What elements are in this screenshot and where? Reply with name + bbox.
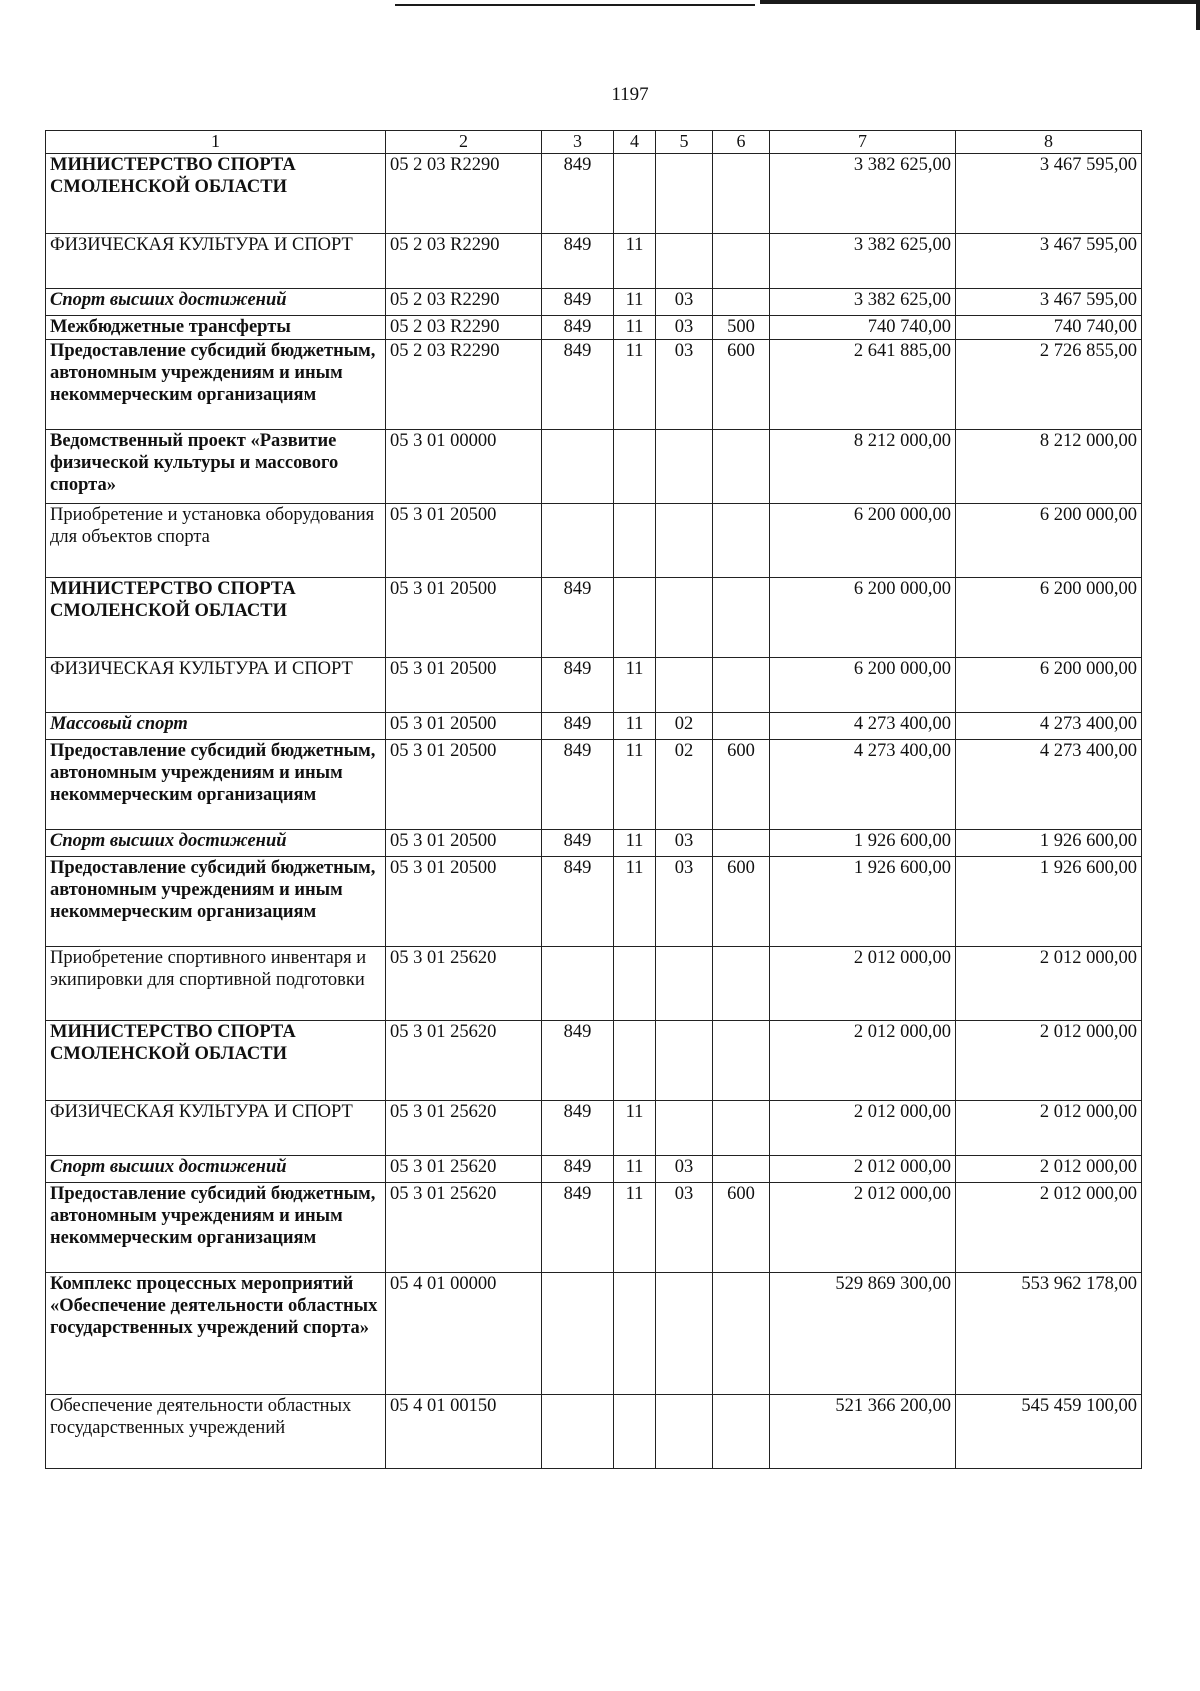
target-code: 05 2 03 R2290 bbox=[386, 340, 542, 430]
expense-type-code: 600 bbox=[713, 340, 770, 430]
table-row bbox=[46, 1183, 1142, 1273]
row-name: Спорт высших достижений bbox=[46, 1156, 386, 1183]
expense-type-code bbox=[713, 154, 770, 234]
amount-year-1: 2 012 000,00 bbox=[770, 1021, 956, 1101]
table-row bbox=[46, 740, 1142, 830]
section-code: 11 bbox=[614, 857, 656, 947]
section-code bbox=[614, 1021, 656, 1101]
expense-type-code bbox=[713, 504, 770, 578]
department-code: 849 bbox=[542, 154, 614, 234]
subsection-code: 03 bbox=[656, 1183, 713, 1273]
amount-year-1: 6 200 000,00 bbox=[770, 658, 956, 713]
row-name: Спорт высших достижений bbox=[46, 830, 386, 857]
section-code: 11 bbox=[614, 740, 656, 830]
target-code: 05 3 01 20500 bbox=[386, 857, 542, 947]
table-row bbox=[46, 340, 1142, 430]
expense-type-code: 500 bbox=[713, 316, 770, 340]
row-name: Приобретение и установка оборудования для объектов спорта bbox=[46, 504, 386, 578]
expense-type-code bbox=[713, 1395, 770, 1469]
amount-year-1: 8 212 000,00 bbox=[770, 430, 956, 504]
amount-year-2: 3 467 595,00 bbox=[956, 289, 1142, 316]
target-code: 05 4 01 00000 bbox=[386, 1273, 542, 1395]
amount-year-1: 1 926 600,00 bbox=[770, 830, 956, 857]
target-code: 05 2 03 R2290 bbox=[386, 154, 542, 234]
row-name: МИНИСТЕРСТВО СПОРТА СМОЛЕНСКОЙ ОБЛАСТИ bbox=[46, 154, 386, 234]
subsection-code: 03 bbox=[656, 289, 713, 316]
department-code bbox=[542, 430, 614, 504]
row-name: ФИЗИЧЕСКАЯ КУЛЬТУРА И СПОРТ bbox=[46, 234, 386, 289]
subsection-code bbox=[656, 1101, 713, 1156]
amount-year-1: 3 382 625,00 bbox=[770, 289, 956, 316]
amount-year-1: 2 012 000,00 bbox=[770, 1183, 956, 1273]
expense-type-code: 600 bbox=[713, 740, 770, 830]
amount-year-1: 6 200 000,00 bbox=[770, 504, 956, 578]
expense-type-code bbox=[713, 1156, 770, 1183]
amount-year-2: 4 273 400,00 bbox=[956, 713, 1142, 740]
amount-year-2: 1 926 600,00 bbox=[956, 830, 1142, 857]
table-row bbox=[46, 713, 1142, 740]
table-row bbox=[46, 289, 1142, 316]
subsection-code bbox=[656, 578, 713, 658]
subsection-code bbox=[656, 1395, 713, 1469]
row-name: ФИЗИЧЕСКАЯ КУЛЬТУРА И СПОРТ bbox=[46, 1101, 386, 1156]
department-code: 849 bbox=[542, 234, 614, 289]
department-code: 849 bbox=[542, 1021, 614, 1101]
section-code: 11 bbox=[614, 830, 656, 857]
column-header: 2 bbox=[386, 131, 542, 154]
department-code: 849 bbox=[542, 1183, 614, 1273]
subsection-code bbox=[656, 1021, 713, 1101]
subsection-code bbox=[656, 430, 713, 504]
column-header: 6 bbox=[713, 131, 770, 154]
table-row bbox=[46, 504, 1142, 578]
amount-year-1: 4 273 400,00 bbox=[770, 740, 956, 830]
department-code: 849 bbox=[542, 1101, 614, 1156]
section-code bbox=[614, 1273, 656, 1395]
amount-year-2: 740 740,00 bbox=[956, 316, 1142, 340]
department-code: 849 bbox=[542, 740, 614, 830]
section-code: 11 bbox=[614, 658, 656, 713]
target-code: 05 3 01 00000 bbox=[386, 430, 542, 504]
amount-year-1: 2 012 000,00 bbox=[770, 1101, 956, 1156]
target-code: 05 3 01 20500 bbox=[386, 740, 542, 830]
target-code: 05 3 01 20500 bbox=[386, 713, 542, 740]
amount-year-1: 4 273 400,00 bbox=[770, 713, 956, 740]
amount-year-2: 553 962 178,00 bbox=[956, 1273, 1142, 1395]
table-row bbox=[46, 1395, 1142, 1469]
amount-year-1: 2 012 000,00 bbox=[770, 1156, 956, 1183]
subsection-code: 02 bbox=[656, 713, 713, 740]
row-name: Ведомственный проект «Развитие физической культуры и массового спорта» bbox=[46, 430, 386, 504]
section-code bbox=[614, 947, 656, 1021]
amount-year-2: 2 012 000,00 bbox=[956, 947, 1142, 1021]
column-header: 1 bbox=[46, 131, 386, 154]
amount-year-2: 8 212 000,00 bbox=[956, 430, 1142, 504]
section-code bbox=[614, 1395, 656, 1469]
section-code: 11 bbox=[614, 713, 656, 740]
amount-year-2: 3 467 595,00 bbox=[956, 234, 1142, 289]
department-code: 849 bbox=[542, 658, 614, 713]
section-code: 11 bbox=[614, 289, 656, 316]
target-code: 05 3 01 25620 bbox=[386, 947, 542, 1021]
expense-type-code bbox=[713, 1021, 770, 1101]
subsection-code: 03 bbox=[656, 857, 713, 947]
amount-year-2: 4 273 400,00 bbox=[956, 740, 1142, 830]
department-code bbox=[542, 947, 614, 1021]
row-name: Предоставление субсидий бюджетным, автономным учреждениям и иным некоммерческим организациям bbox=[46, 1183, 386, 1273]
department-code: 849 bbox=[542, 316, 614, 340]
table-row bbox=[46, 1101, 1142, 1156]
expense-type-code bbox=[713, 830, 770, 857]
table-row bbox=[46, 857, 1142, 947]
subsection-code bbox=[656, 947, 713, 1021]
table-row bbox=[46, 430, 1142, 504]
table-row bbox=[46, 316, 1142, 340]
amount-year-2: 2 726 855,00 bbox=[956, 340, 1142, 430]
table-row bbox=[46, 578, 1142, 658]
row-name: Предоставление субсидий бюджетным, автономным учреждениям и иным некоммерческим организациям bbox=[46, 857, 386, 947]
column-header: 4 bbox=[614, 131, 656, 154]
target-code: 05 2 03 R2290 bbox=[386, 316, 542, 340]
row-name: Массовый спорт bbox=[46, 713, 386, 740]
row-name: ФИЗИЧЕСКАЯ КУЛЬТУРА И СПОРТ bbox=[46, 658, 386, 713]
target-code: 05 3 01 25620 bbox=[386, 1156, 542, 1183]
target-code: 05 2 03 R2290 bbox=[386, 289, 542, 316]
scan-mark-top-left bbox=[395, 4, 755, 6]
section-code: 11 bbox=[614, 1183, 656, 1273]
section-code: 11 bbox=[614, 316, 656, 340]
table-body bbox=[46, 131, 1142, 1469]
amount-year-1: 2 012 000,00 bbox=[770, 947, 956, 1021]
amount-year-1: 740 740,00 bbox=[770, 316, 956, 340]
amount-year-2: 2 012 000,00 bbox=[956, 1021, 1142, 1101]
expense-type-code bbox=[713, 1273, 770, 1395]
department-code: 849 bbox=[542, 857, 614, 947]
row-name: Приобретение спортивного инвентаря и экипировки для спортивной подготовки bbox=[46, 947, 386, 1021]
department-code bbox=[542, 1273, 614, 1395]
section-code bbox=[614, 154, 656, 234]
expense-type-code bbox=[713, 578, 770, 658]
expense-type-code bbox=[713, 234, 770, 289]
amount-year-2: 3 467 595,00 bbox=[956, 154, 1142, 234]
expense-type-code bbox=[713, 289, 770, 316]
expense-type-code: 600 bbox=[713, 857, 770, 947]
table-row bbox=[46, 658, 1142, 713]
amount-year-1: 3 382 625,00 bbox=[770, 234, 956, 289]
section-code: 11 bbox=[614, 340, 656, 430]
subsection-code: 03 bbox=[656, 830, 713, 857]
section-code bbox=[614, 430, 656, 504]
subsection-code: 03 bbox=[656, 316, 713, 340]
expense-type-code bbox=[713, 658, 770, 713]
target-code: 05 3 01 20500 bbox=[386, 658, 542, 713]
table-row bbox=[46, 1156, 1142, 1183]
target-code: 05 3 01 20500 bbox=[386, 504, 542, 578]
amount-year-2: 2 012 000,00 bbox=[956, 1156, 1142, 1183]
expense-type-code bbox=[713, 713, 770, 740]
column-header: 5 bbox=[656, 131, 713, 154]
section-code bbox=[614, 504, 656, 578]
target-code: 05 3 01 25620 bbox=[386, 1101, 542, 1156]
expense-type-code: 600 bbox=[713, 1183, 770, 1273]
table-row bbox=[46, 234, 1142, 289]
scan-mark-right-edge bbox=[1196, 0, 1200, 30]
row-name: МИНИСТЕРСТВО СПОРТА СМОЛЕНСКОЙ ОБЛАСТИ bbox=[46, 1021, 386, 1101]
target-code: 05 3 01 25620 bbox=[386, 1183, 542, 1273]
table-row bbox=[46, 1273, 1142, 1395]
page-number: 1197 bbox=[611, 84, 649, 105]
amount-year-2: 545 459 100,00 bbox=[956, 1395, 1142, 1469]
amount-year-2: 6 200 000,00 bbox=[956, 504, 1142, 578]
row-name: Предоставление субсидий бюджетным, автономным учреждениям и иным некоммерческим организациям bbox=[46, 740, 386, 830]
subsection-code bbox=[656, 1273, 713, 1395]
amount-year-1: 6 200 000,00 bbox=[770, 578, 956, 658]
amount-year-2: 6 200 000,00 bbox=[956, 578, 1142, 658]
column-header: 8 bbox=[956, 131, 1142, 154]
column-header: 3 bbox=[542, 131, 614, 154]
target-code: 05 4 01 00150 bbox=[386, 1395, 542, 1469]
subsection-code: 02 bbox=[656, 740, 713, 830]
row-name: Комплекс процессных мероприятий «Обеспечение деятельности областных государственных учреждений спорта» bbox=[46, 1273, 386, 1395]
subsection-code bbox=[656, 504, 713, 578]
amount-year-1: 3 382 625,00 bbox=[770, 154, 956, 234]
subsection-code bbox=[656, 234, 713, 289]
scan-mark-top-right bbox=[760, 0, 1200, 4]
expense-type-code bbox=[713, 947, 770, 1021]
amount-year-2: 2 012 000,00 bbox=[956, 1183, 1142, 1273]
budget-table bbox=[45, 130, 1142, 1469]
table-row bbox=[46, 154, 1142, 234]
department-code: 849 bbox=[542, 340, 614, 430]
target-code: 05 3 01 20500 bbox=[386, 578, 542, 658]
department-code bbox=[542, 1395, 614, 1469]
department-code: 849 bbox=[542, 830, 614, 857]
department-code: 849 bbox=[542, 713, 614, 740]
amount-year-2: 6 200 000,00 bbox=[956, 658, 1142, 713]
table-header-row bbox=[46, 131, 1142, 154]
amount-year-2: 1 926 600,00 bbox=[956, 857, 1142, 947]
department-code: 849 bbox=[542, 578, 614, 658]
column-header: 7 bbox=[770, 131, 956, 154]
section-code: 11 bbox=[614, 1101, 656, 1156]
amount-year-1: 2 641 885,00 bbox=[770, 340, 956, 430]
subsection-code: 03 bbox=[656, 1156, 713, 1183]
row-name: Обеспечение деятельности областных государственных учреждений bbox=[46, 1395, 386, 1469]
expense-type-code bbox=[713, 430, 770, 504]
row-name: МИНИСТЕРСТВО СПОРТА СМОЛЕНСКОЙ ОБЛАСТИ bbox=[46, 578, 386, 658]
row-name: Предоставление субсидий бюджетным, автономным учреждениям и иным некоммерческим организациям bbox=[46, 340, 386, 430]
row-name: Спорт высших достижений bbox=[46, 289, 386, 316]
department-code: 849 bbox=[542, 289, 614, 316]
subsection-code bbox=[656, 154, 713, 234]
section-code: 11 bbox=[614, 1156, 656, 1183]
table-row bbox=[46, 830, 1142, 857]
subsection-code: 03 bbox=[656, 340, 713, 430]
target-code: 05 3 01 20500 bbox=[386, 830, 542, 857]
section-code bbox=[614, 578, 656, 658]
amount-year-1: 521 366 200,00 bbox=[770, 1395, 956, 1469]
row-name: Межбюджетные трансферты bbox=[46, 316, 386, 340]
amount-year-1: 1 926 600,00 bbox=[770, 857, 956, 947]
target-code: 05 3 01 25620 bbox=[386, 1021, 542, 1101]
department-code: 849 bbox=[542, 1156, 614, 1183]
table-row bbox=[46, 947, 1142, 1021]
department-code bbox=[542, 504, 614, 578]
amount-year-1: 529 869 300,00 bbox=[770, 1273, 956, 1395]
section-code: 11 bbox=[614, 234, 656, 289]
subsection-code bbox=[656, 658, 713, 713]
target-code: 05 2 03 R2290 bbox=[386, 234, 542, 289]
table-row bbox=[46, 1021, 1142, 1101]
amount-year-2: 2 012 000,00 bbox=[956, 1101, 1142, 1156]
expense-type-code bbox=[713, 1101, 770, 1156]
